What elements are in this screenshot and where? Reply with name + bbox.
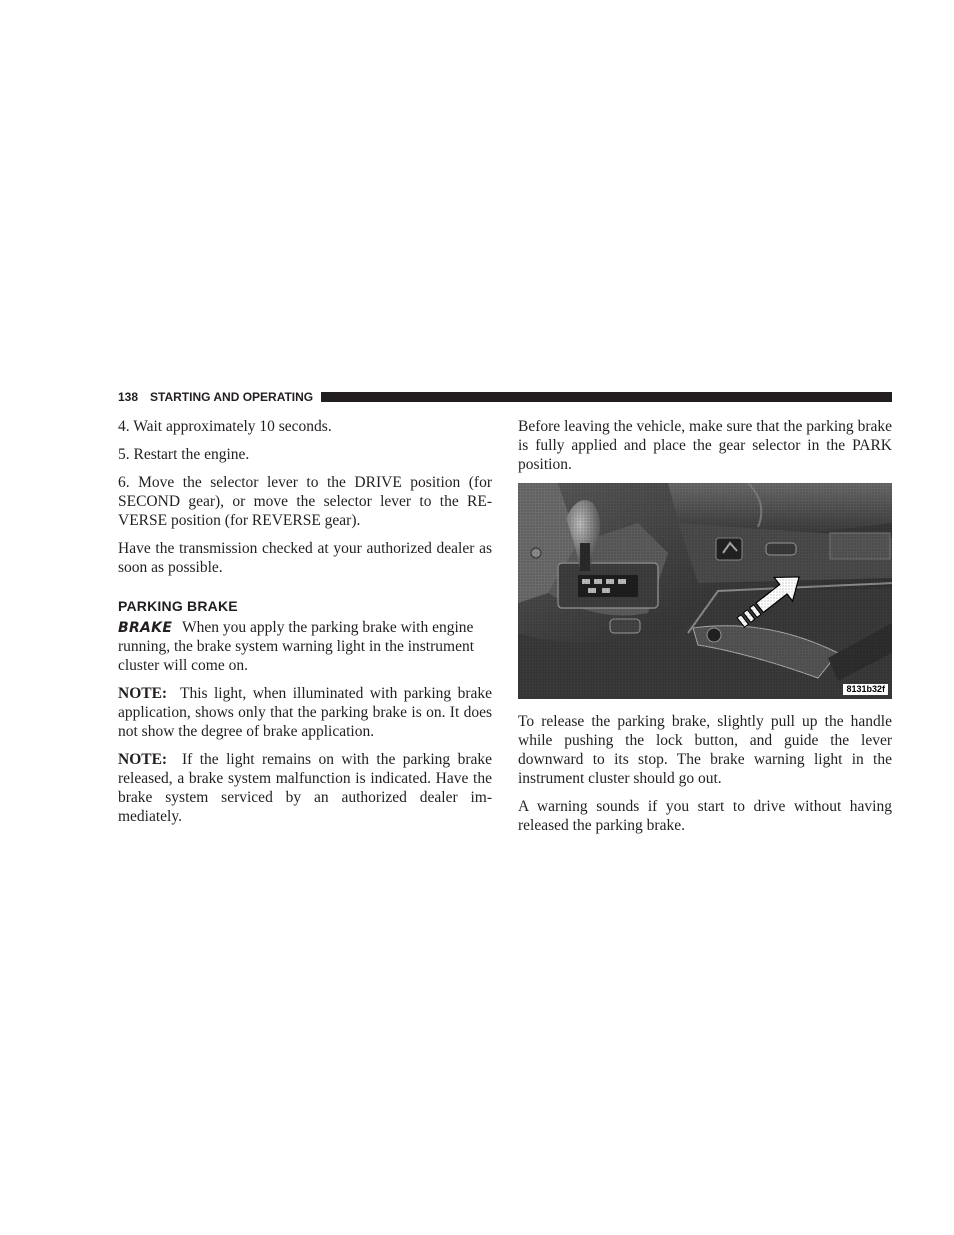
note-1-label: NOTE: bbox=[118, 685, 168, 702]
note-2 bbox=[118, 750, 492, 826]
before-leaving-text: Before leaving the vehicle, make sure that the parking brake is fully applied and place the gear selector in the PARK position. bbox=[518, 418, 892, 473]
note-2-text: If the light remains on with the parking brake released, a brake system malfunction is indicated. Have the brake system serviced by an authorized dealer im- mediately. bbox=[118, 751, 493, 825]
header-rule bbox=[321, 392, 892, 402]
parking-brake-heading: PARKING BRAKE bbox=[118, 598, 238, 614]
note-1-text: This light, when illuminated with parking brake application, shows only that the parking brake is on. It does not show the degree of brake application. bbox=[118, 685, 492, 740]
check-transmission-text: Have the transmission checked at your authorized dealer as soon as possible. bbox=[118, 540, 492, 576]
console-illustration bbox=[518, 483, 892, 699]
note-2-label: NOTE: bbox=[118, 751, 168, 768]
right-column bbox=[518, 417, 892, 844]
brake-text: When you apply the parking brake with engine running, the brake system warning light in the instrument cluster will come on. bbox=[118, 619, 475, 674]
section-title: STARTING AND OPERATING bbox=[150, 390, 314, 404]
step-4: 4. Wait approximately 10 seconds. bbox=[118, 418, 332, 435]
note-1 bbox=[118, 684, 492, 741]
left-column bbox=[118, 417, 492, 835]
warning-sound-text: A warning sounds if you start to drive without having released the parking brake. bbox=[518, 798, 892, 834]
release-instructions: To release the parking brake, slightly pull up the handle while pushing the lock button, and guide the lever downward to its stop. The brake warning light in the instrument cluster should go out. bbox=[518, 713, 892, 787]
brake-warning-icon: BRAKE bbox=[118, 620, 173, 636]
brake-paragraph bbox=[118, 618, 492, 675]
step-6: 6. Move the selector lever to the DRIVE position (for SECOND gear), or move the selector lever to the RE- VERSE position (for REVERSE gear). bbox=[118, 474, 492, 529]
page-number: 138 bbox=[118, 390, 139, 404]
step-5: 5. Restart the engine. bbox=[118, 446, 250, 463]
figure-code: 8131b32f bbox=[843, 684, 888, 695]
page-header bbox=[118, 389, 892, 405]
parking-brake-figure bbox=[518, 483, 892, 699]
